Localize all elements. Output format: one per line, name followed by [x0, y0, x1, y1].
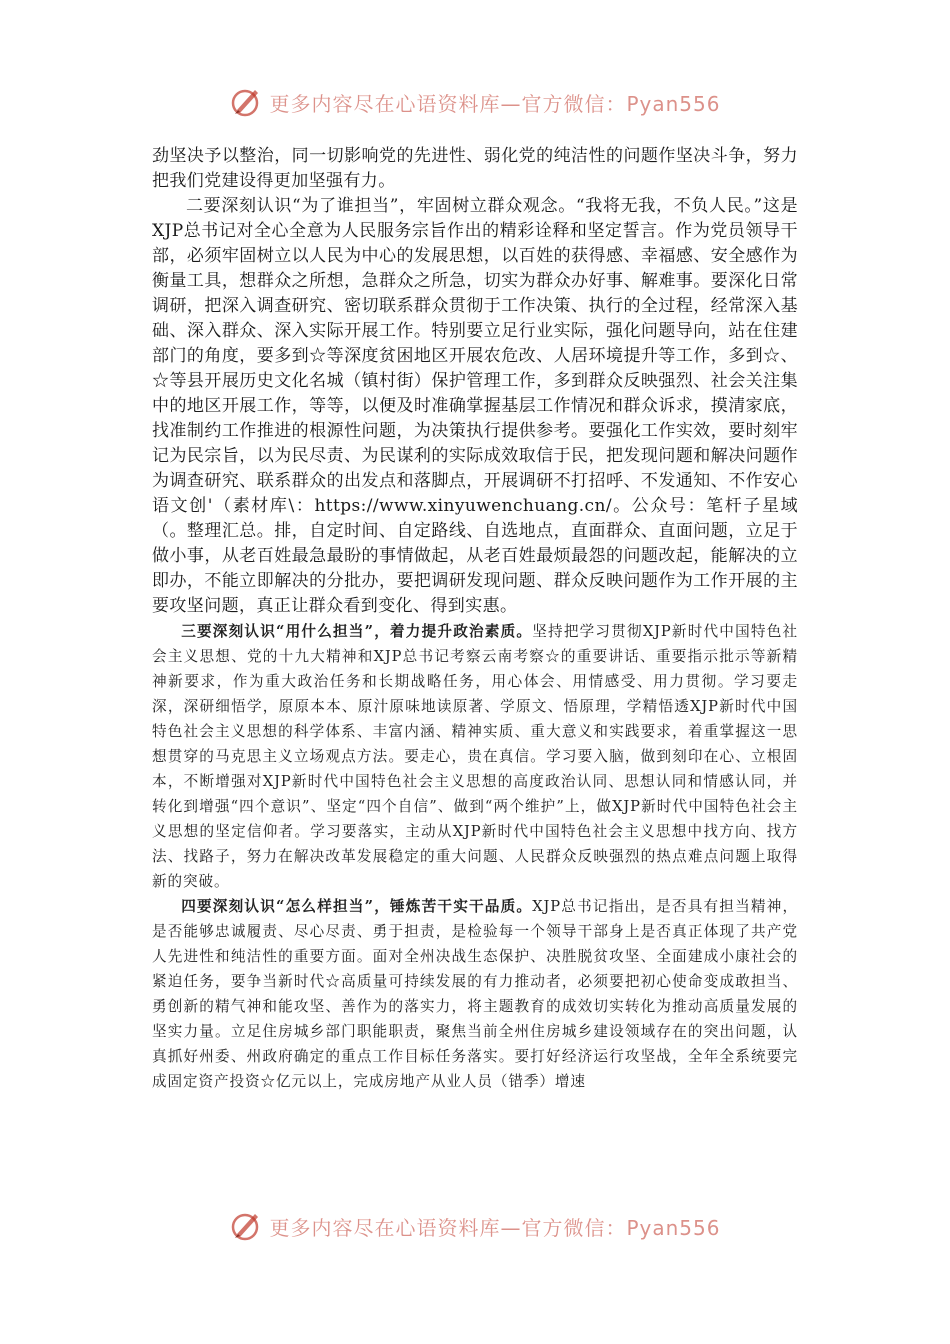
paragraph-2: 二要深刻认识“为了谁担当”，牢固树立群众观念。“我将无我，不负人民。”这是XJP总书记对全心全意为人民服务宗旨作出的精彩诠释和坚定誓言。作为党员领导干部，必须牢固树立以人民为中心的发展思想，以百姓的获得感、幸福感、安全感作为衡量工具，想群众之所想，急群众之所急，切实为群众办好事、解难事。要深化日常调研，把深入调查研究、密切联系群众贯彻于工作决策、执行的全过程，经常深入基础、深入群众、深入实际开展工作。特别要立足行业实际，强化问题导向，站在住建部门的角度，要多到☆等深度贫困地区开展农危改、人居环境提升等工作，多到☆、☆等县开展历史文化名城（镇村街）保护管理工作，多到群众反映强烈、社会关注集中的地区开展工作，等等，以便及时准确掌握基层工作情况和群众诉求，摸清家底，找准制约工作推进的根源性问题，为决策执行提供参考。要强化工作实效，要时刻牢记为民宗旨，以为民尽责、为民谋利的实际成效取信于民，把发现问题和解决问题作为调查研究、联系群众的出发点和落脚点，开展调研不打招呼、不发通知、不作安心语文创'（素材库\：https://www.xinyuwenchuang.cn/。公众号：笔杆子星域（。整理汇总。排，自定时间、自定路线、自选地点，直面群众、直面问题，立足于做小事，从老百姓最急最盼的事情做起，从老百姓最烦最怨的问题改起，能解决的立即办，不能立即解决的分批办，要把调研发现问题、群众反映问题作为工作开展的主要攻坚问题，真正让群众看到变化、得到实惠。: [152, 196, 798, 616]
paragraph-3: [152, 619, 798, 894]
paragraph-4-body: XJP总书记指出，是否具有担当精神，是否能够忠诚履责、尽心尽责、勇于担责，是检验每一个领导干部身上是否真正体现了共产党人先进性和纯洁性的重要方面。面对全州决战生态保护、决胜脱贫攻坚、全面建成小康社会的紧迫任务，要争当新时代☆高质量可持续发展的有力推动者，必须要把初心使命变成敢担当、勇创新的精气神和能攻坚、善作为的落实力，将主题教育的成效切实转化为推动高质量发展的坚实力量。立足住房城乡部门职能职责，聚焦当前全州住房城乡建设领域存在的突出问题，认真抓好州委、州政府确定的重点工作目标任务落实。要打好经济运行攻坚战，全年全系统要完成固定资产投资☆亿元以上，完成房地产从业人员（错季）增速: [152, 898, 798, 1090]
paragraph-4-heading: 四要深刻认识“怎么样担当”，锤炼苦干实干品质。: [181, 898, 533, 915]
paragraph-1: 劲坚决予以整治，同一切影响党的先进性、弱化党的纯洁性的问题作坚决斗争，努力把我们党建设得更加坚强有力。: [152, 146, 798, 191]
paragraph-4: [152, 894, 798, 1094]
paragraph-3-body: 坚持把学习贯彻XJP新时代中国特色社会主义思想、党的十九大精神和XJP总书记考察云南考察☆的重要讲话、重要指示批示等新精神新要求，作为重大政治任务和长期战略任务，用心体会、用情感受、用力贯彻。学习要走深，深研细悟学，原原本本、原汁原味地读原著、学原文、悟原理，学精悟透XJP新时代中国特色社会主义思想的科学体系、丰富内涵、精神实质、重大意义和实践要求，着重掌握这一思想贯穿的马克思主义立场观点方法。要走心，贵在真信。学习要入脑，做到刻印在心、立根固本，不断增强对XJP新时代中国特色社会主义思想的高度政治认同、思想认同和情感认同，并转化到增强“四个意识”、坚定“四个自信”、做到“两个维护”上，做XJP新时代中国特色社会主义思想的坚定信仰者。学习要落实，主动从XJP新时代中国特色社会主义思想中找方向、找方法、找路子，努力在解决改革发展稳定的重大问题、人民群众反映强烈的热点难点问题上取得新的突破。: [152, 623, 798, 890]
brush-logo-icon: [229, 1208, 265, 1244]
brush-logo-icon: [229, 84, 265, 120]
header-banner-text: 更多内容尽在心语资料库—官方微信：Pyan556: [269, 91, 721, 116]
paragraph-3-heading: 三要深刻认识“用什么担当”，着力提升政治素质。: [181, 623, 533, 640]
header-banner: [0, 82, 950, 122]
footer-banner: [0, 1206, 950, 1246]
footer-banner-text: 更多内容尽在心语资料库—官方微信：Pyan556: [269, 1215, 721, 1240]
document-body: [152, 144, 798, 1094]
